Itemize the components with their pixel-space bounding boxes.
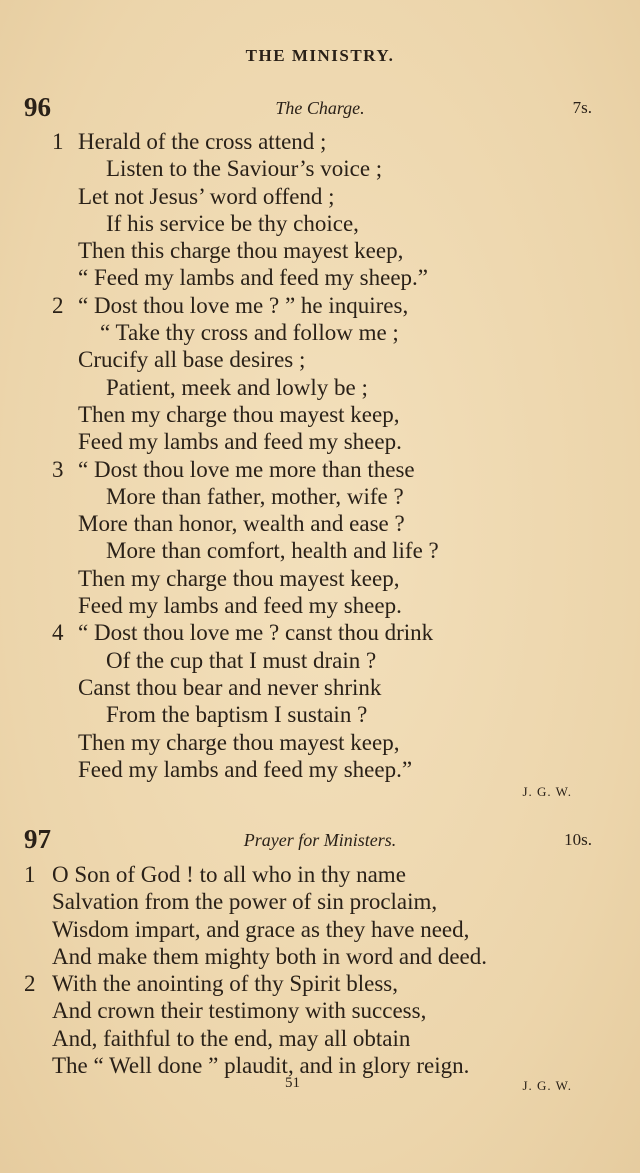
verse-text: Of the cup that I must drain ?	[106, 647, 377, 673]
verse-text: Patient, meek and lowly be ;	[106, 374, 368, 400]
verse-text: Then my charge thou mayest keep,	[78, 401, 400, 427]
verse-line	[0, 319, 640, 346]
verse-line	[0, 619, 640, 646]
hymn-title: The Charge.	[275, 98, 365, 118]
verse-line	[0, 565, 640, 592]
verse-line	[0, 729, 640, 756]
verse-text: More than father, mother, wife ?	[106, 483, 404, 509]
verse-text: And crown their testimony with success,	[52, 998, 427, 1024]
hymn-author: J. G. W.	[522, 784, 572, 799]
verse-text: Wisdom impart, and grace as they have need,	[52, 916, 470, 942]
verse-line	[0, 756, 640, 783]
hymn-meter: 7s.	[572, 98, 592, 117]
verse-text: And make them mighty both in word and deed.	[52, 943, 488, 969]
verse-text: Feed my lambs and feed my sheep.”	[78, 756, 413, 782]
verse-line	[0, 128, 640, 155]
verse-text: Let not Jesus’ word offend ;	[78, 183, 335, 209]
verse-text: O Son of God ! to all who in thy name	[52, 862, 406, 887]
verse-text: Then my charge thou mayest keep,	[78, 565, 400, 591]
verse-line	[0, 401, 640, 428]
verse-text: From the baptism I sustain ?	[106, 702, 368, 728]
verse-text: Herald of the cross attend ;	[78, 129, 327, 154]
verse-line	[0, 537, 640, 564]
verse-text: Feed my lambs and feed my sheep.	[78, 429, 402, 455]
verse-line	[0, 428, 640, 455]
verse-line	[0, 210, 640, 237]
verse-line	[0, 483, 640, 510]
hymn-96-text	[0, 128, 640, 783]
verse-text: Feed my lambs and feed my sheep.	[78, 593, 402, 619]
verse-text: Then this charge thou mayest keep,	[78, 238, 404, 264]
verse-number: 1	[52, 129, 64, 154]
verse-text: “ Dost thou love me ? canst thou drink	[78, 620, 434, 646]
verse-text: “ Dost thou love me more than these	[78, 456, 415, 482]
verse-line	[0, 510, 640, 537]
verse-number: 2	[52, 292, 64, 318]
page-number: 51	[285, 1075, 300, 1091]
verse-text: More than comfort, health and life ?	[106, 538, 439, 564]
verse-line	[0, 861, 640, 888]
verse-text: “ Take thy cross and follow me ;	[100, 320, 399, 346]
hymn-author: J. G. W.	[522, 1078, 572, 1093]
hymn-meter: 10s.	[564, 830, 592, 849]
running-head: THE MINISTRY.	[245, 46, 395, 65]
verse-number: 2	[24, 971, 36, 997]
verse-text: Canst thou bear and never shrink	[78, 674, 382, 700]
verse-number: 3	[52, 456, 64, 482]
verse-line	[0, 237, 640, 264]
verse-text: “ Dost thou love me ? ” he inquires,	[78, 292, 409, 318]
verse-text: And, faithful to the end, may all obtain	[52, 1025, 411, 1051]
verse-line	[0, 970, 640, 997]
verse-text: With the anointing of thy Spirit bless,	[52, 971, 398, 997]
verse-line	[0, 1025, 640, 1052]
verse-line	[0, 701, 640, 728]
hymn-title: Prayer for Ministers.	[243, 830, 397, 850]
verse-line	[0, 916, 640, 943]
verse-line	[0, 943, 640, 970]
verse-text: If his service be thy choice,	[106, 210, 359, 236]
verse-text: Then my charge thou mayest keep,	[78, 729, 400, 755]
hymn-number: 96	[24, 92, 51, 122]
verse-line	[0, 647, 640, 674]
hymn-number: 97	[24, 824, 51, 854]
verse-text: The “ Well done ” plaudit, and in glory reign.	[52, 1053, 470, 1079]
verse-line	[0, 155, 640, 182]
hymn-header	[0, 824, 640, 854]
verse-line	[0, 346, 640, 373]
hymn-header	[0, 92, 640, 122]
verse-line	[0, 292, 640, 319]
verse-text: “ Feed my lambs and feed my sheep.”	[78, 265, 428, 291]
verse-line	[0, 888, 640, 915]
hymn-97-text	[0, 861, 640, 1079]
verse-line	[0, 997, 640, 1024]
verse-line	[0, 456, 640, 483]
verse-number: 1	[24, 862, 36, 887]
verse-line	[0, 592, 640, 619]
verse-text: Salvation from the power of sin proclaim,	[52, 889, 438, 915]
verse-line	[0, 374, 640, 401]
verse-line	[0, 183, 640, 210]
verse-text: Crucify all base desires ;	[78, 347, 306, 373]
verse-line	[0, 1052, 640, 1079]
verse-number: 4	[52, 620, 64, 646]
verse-line	[0, 264, 640, 291]
verse-text: More than honor, wealth and ease ?	[78, 511, 405, 537]
verse-line	[0, 674, 640, 701]
verse-text: Listen to the Saviour’s voice ;	[106, 156, 383, 182]
